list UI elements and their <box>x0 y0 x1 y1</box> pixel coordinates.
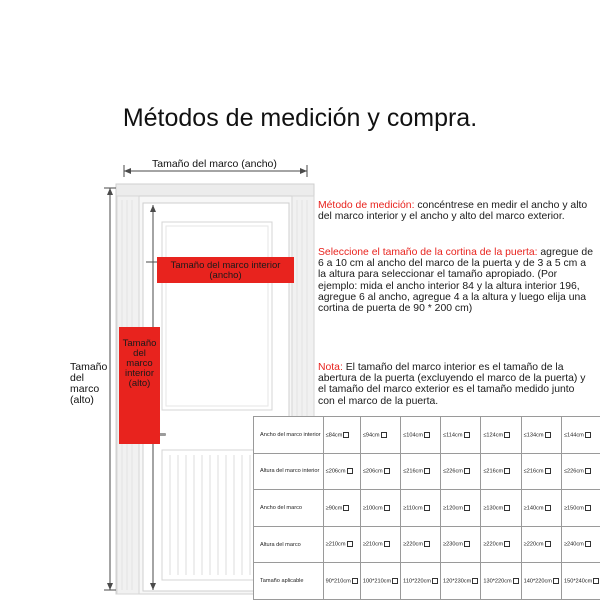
cell-value: ≤84cm <box>325 432 343 439</box>
checkbox-icon <box>472 578 478 584</box>
cell-value: ≤124cm <box>483 432 504 439</box>
cell-value: ≥140cm <box>523 505 544 512</box>
checkbox-icon <box>585 505 591 511</box>
checkbox-icon <box>545 541 551 547</box>
note-label: Nota: <box>318 362 343 373</box>
table-cell <box>481 453 521 490</box>
table-row <box>254 563 600 600</box>
table-row <box>254 526 600 563</box>
cell-value: ≥150cm <box>563 505 584 512</box>
cell-value: 150*240cm <box>563 578 593 585</box>
select-text: agregue de 6 a 10 cm al ancho del marco de la puerta y de 3 a 5 cm a la altura para seleccionar el tamaño apropiado. (Por ejemplo: mida el ancho interior 84 y la altura interior 196, agregue 6 al ancho, agregue 4 a la altura y luego elija una cortina de puerta de 90 * 200 cm) <box>318 247 593 315</box>
checkbox-icon <box>504 468 510 474</box>
cell-value: ≤206cm <box>362 468 383 475</box>
table-cell <box>441 526 481 563</box>
row-header: Altura del marco interior <box>254 453 324 490</box>
table-row <box>254 490 600 527</box>
checkbox-icon <box>513 578 519 584</box>
table-cell <box>401 563 441 600</box>
checkbox-icon <box>504 505 510 511</box>
table-cell <box>323 453 360 490</box>
table-cell <box>360 453 400 490</box>
checkbox-icon <box>593 578 599 584</box>
row-header: Ancho del marco interior <box>254 417 324 454</box>
checkbox-icon <box>347 468 353 474</box>
cell-value: ≥230cm <box>443 541 463 548</box>
checkbox-icon <box>464 505 470 511</box>
checkbox-icon <box>384 468 390 474</box>
cell-value: ≥120cm <box>443 505 463 512</box>
upper-panel <box>162 222 272 410</box>
table-cell <box>441 417 481 454</box>
table-row <box>254 417 600 454</box>
checkbox-icon <box>384 505 390 511</box>
page-title: Métodos de medición y compra. <box>122 104 478 132</box>
cell-value: ≤104cm <box>403 432 424 439</box>
table-cell <box>561 563 600 600</box>
cell-value: ≥210cm <box>362 541 383 548</box>
row-header: Altura del marco <box>254 526 324 563</box>
cell-value: ≥130cm <box>483 505 504 512</box>
cell-value: ≤226cm <box>443 468 463 475</box>
cell-value: ≥110cm <box>403 505 423 512</box>
table-cell <box>521 526 561 563</box>
method-label: Método de medición: <box>318 200 415 211</box>
table-cell <box>441 490 481 527</box>
table-cell <box>481 526 521 563</box>
cell-value: ≤144cm <box>563 432 584 439</box>
checkbox-icon <box>464 541 470 547</box>
table-cell <box>401 490 441 527</box>
cell-value: 130*220cm <box>483 578 512 585</box>
cell-value: ≤226cm <box>563 468 584 475</box>
checkbox-icon <box>504 432 510 438</box>
checkbox-icon <box>424 541 430 547</box>
table-cell <box>401 453 441 490</box>
row-header: Tamaño aplicable <box>254 563 324 600</box>
select-block <box>318 247 593 314</box>
cell-value: ≤134cm <box>523 432 544 439</box>
cell-value: ≤216cm <box>483 468 504 475</box>
table-cell <box>401 417 441 454</box>
table-cell <box>521 563 561 600</box>
frame-width-label: Tamaño del marco (ancho) <box>152 158 277 170</box>
table-cell <box>360 563 400 600</box>
checkbox-icon <box>343 505 349 511</box>
cell-value: ≥220cm <box>403 541 424 548</box>
table-cell <box>481 417 521 454</box>
table-cell <box>360 417 400 454</box>
checkbox-icon <box>424 468 430 474</box>
table-cell <box>561 490 600 527</box>
checkbox-icon <box>432 578 438 584</box>
checkbox-icon <box>464 468 470 474</box>
checkbox-icon <box>545 505 551 511</box>
table-cell <box>441 453 481 490</box>
cell-value: 120*230cm <box>443 578 472 585</box>
table-cell <box>401 526 441 563</box>
checkbox-icon <box>424 505 430 511</box>
cell-value: ≥220cm <box>483 541 504 548</box>
checkbox-icon <box>352 578 358 584</box>
table-cell <box>561 526 600 563</box>
note-block <box>318 362 593 407</box>
table-row <box>254 453 600 490</box>
cell-value: ≤216cm <box>523 468 544 475</box>
cell-value: ≤114cm <box>443 432 463 439</box>
checkbox-icon <box>343 432 349 438</box>
cell-value: 110*220cm <box>403 578 432 585</box>
checkbox-icon <box>424 432 430 438</box>
checkbox-icon <box>545 432 551 438</box>
checkbox-icon <box>347 541 353 547</box>
cell-value: ≥90cm <box>325 505 343 512</box>
table-cell <box>561 453 600 490</box>
checkbox-icon <box>545 468 551 474</box>
frame-height-label: Tamaño del marco (alto) <box>70 361 108 406</box>
checkbox-icon <box>585 541 591 547</box>
cell-value: ≥240cm <box>563 541 584 548</box>
checkbox-icon <box>585 432 591 438</box>
table-cell <box>360 526 400 563</box>
checkbox-icon <box>384 541 390 547</box>
method-text: concéntrese en medir el ancho y alto del marco interior y el ancho y alto del marco exterior. <box>318 200 588 223</box>
checkbox-icon <box>585 468 591 474</box>
cell-value: ≥100cm <box>362 505 383 512</box>
inner-height-label: Tamaño del marco interior (alto) <box>119 327 160 444</box>
note-text: El tamaño del marco interior es el tamaño de la abertura de la puerta (excluyendo el marco de la puerta) y el tamaño del marco exterior es el tamaño medido junto con el marco de la puerta. <box>318 362 586 407</box>
table-cell <box>481 490 521 527</box>
size-table <box>253 416 600 600</box>
cell-value: 100*210cm <box>362 578 392 585</box>
table-cell <box>323 417 360 454</box>
table-cell <box>323 563 360 600</box>
door-header <box>116 184 314 196</box>
table-cell <box>323 490 360 527</box>
table-cell <box>521 490 561 527</box>
checkbox-icon <box>392 578 398 584</box>
checkbox-icon <box>464 432 470 438</box>
cell-value: 90*210cm <box>325 578 351 585</box>
select-label: Seleccione el tamaño de la cortina de la puerta: <box>318 247 538 258</box>
table-cell <box>521 417 561 454</box>
method-block <box>318 200 593 222</box>
cell-value: ≥210cm <box>325 541 346 548</box>
checkbox-icon <box>504 541 510 547</box>
checkbox-icon <box>553 578 559 584</box>
cell-value: ≤216cm <box>403 468 424 475</box>
cell-value: ≤206cm <box>325 468 346 475</box>
table-cell <box>521 453 561 490</box>
cell-value: ≥220cm <box>523 541 544 548</box>
table-cell <box>481 563 521 600</box>
table-cell <box>561 417 600 454</box>
table-cell <box>441 563 481 600</box>
cell-value: ≤94cm <box>362 432 380 439</box>
checkbox-icon <box>381 432 387 438</box>
cell-value: 140*220cm <box>523 578 552 585</box>
inner-width-label: Tamaño del marco interior (ancho) <box>157 257 294 283</box>
row-header: Ancho del marco <box>254 490 324 527</box>
table-cell <box>360 490 400 527</box>
table-cell <box>323 526 360 563</box>
